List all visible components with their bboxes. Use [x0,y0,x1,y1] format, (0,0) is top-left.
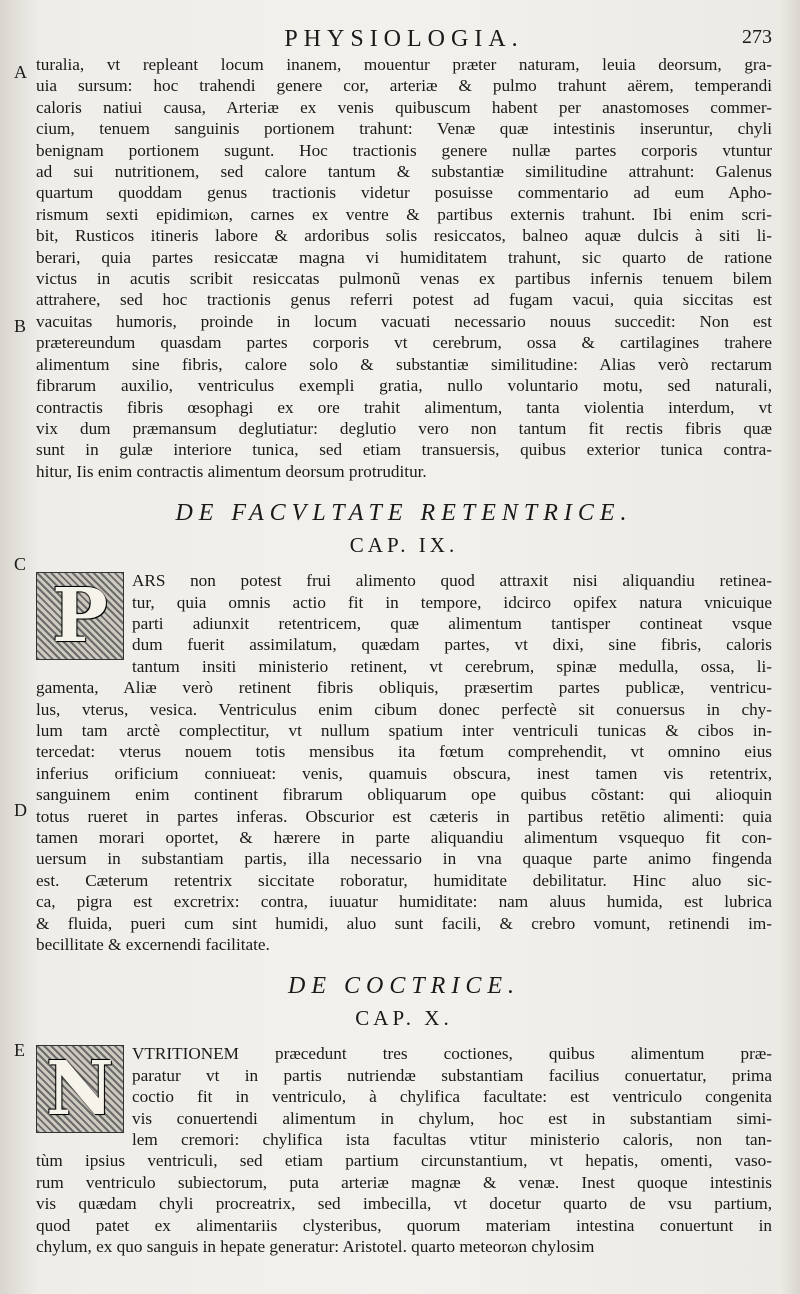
text-line: cium, tenuem sanguinis portionem trahunt: Venæ quæ intestinis inseruntur, chyli [36,119,772,139]
text-line: parti adiunxit retentricem, quæ alimentum tantisper contineat vsque [132,613,772,633]
chapter-heading-x: CAP. X. [355,1006,453,1031]
text-line: sunt in gulæ interiore tunica, sed etiam transuersis, quibus exterior tunica contra- [36,440,772,460]
margin-letter-c: C [14,554,27,574]
section-title-retentrice: DE FACVLTATE RETENTRICE. [175,500,633,527]
text-line: gamenta, Aliæ verò retinent fibris obliquis, præsertim partes publicæ, ventricu- [36,678,772,698]
text-line: tamen morari oportet, & hærere in parte aliquandiu alimentum vsquequo fit con- [36,828,772,847]
text-line: ca, pigra est excretrix: contra, iuuatur humiditate: nam aluus humida, est lubrica [36,892,772,912]
page-header [36,20,772,54]
text-line: uersum in substantiam partis, illa necessario in vna quaque parte animo fingenda [36,849,772,869]
text-line: totus rueret in partes inferas. Obscurior est cæteris in partibus retētio alimenti: quia [36,806,772,826]
text-line: inferius orificium conniueat: venis, quamuis obscura, inest tamen vis retentrix, [36,763,772,783]
text-line: vis conuertendi alimentum in chylum, hoc est in substantiam simi- [132,1108,772,1128]
text-line: lem cremori: chylifica ista facultas vtitur ministerio caloris, non tan- [132,1130,772,1150]
text-line: tercedat: vterus nouem totis mensibus ita fœtum comprehendit, vt omnino eius [36,742,772,762]
page-number: 273 [742,26,772,48]
text-line: attrahere, sed hoc tractionis genus referri potest ad fugam vacui, quia siccitas est [36,290,772,310]
text-line: uia sursum: hoc trahendi genere cor, arteriæ & pulmo trahunt aërem, temperandi [36,76,772,96]
text-line: coctio fit in ventriculo, à chylifica facultate: est ventriculo congenita [132,1087,772,1107]
text-line: VTRITIONEM præcedunt tres coctiones, quibus alimentum præ- [132,1044,772,1064]
text-line: victus in acutis scribit resiccatas pulmonũ venas ex partibus infernis tenuem bilem [36,269,772,289]
text-line: berari, quia partes resiccatæ magna vi humiditatem trahunt, sic quarto de ratione [36,247,772,267]
chapter-heading-ix: CAP. IX. [349,533,459,558]
margin-letter-d: D [14,800,27,820]
text-line: lum tam arctè complectitur, vt nullum spatium inter ventriculi tunicas & cibos in- [36,720,772,740]
text-line: tur, quia omnis actio fit in tempore, idcirco opifex natura vnicuique [132,592,772,612]
text-line: sanguinem enim continent fibrarum obliquarum ope quibus cõstant: qui alioquin [36,785,772,805]
running-head: PHYSIOLOGIA. [284,26,524,52]
text-line: becillitate & excernendi facilitate. [36,935,270,955]
section-title-coctrice: DE COCTRICE. [287,973,520,1000]
text-line: benignam portionem sugunt. Hoc tractionis genere nullæ partes corporis vtuntur [36,140,772,160]
text-line: vis quædam chyli procreatrix, sed imbecilla, vt docetur quarto de vsu partium, [36,1194,772,1214]
text-line: ARS non potest frui alimento quod attraxit nisi aliquandiu retinea- [132,571,772,591]
decorated-initial-n: N [36,1045,124,1133]
margin-letter-b: B [14,316,27,336]
text-line: turalia, vt repleant locum inanem, mouentur præter naturam, leuia deorsum, gra- [36,55,772,74]
text-line: & fluida, pueri cum sint humidi, aluo sunt facili, & crebro vomunt, retinendi im- [36,913,772,933]
text-line: rum ventriculo subiectorum, puta arteriæ magnæ & venæ. Inest quoque intestinis [36,1172,772,1192]
paragraph-retentrix [36,570,772,955]
text-line: rismum sexti epidimiωn, carnes ex ventre & partibus externis trahunt. Ibi enim scri- [36,204,772,224]
chapter-ix-text [36,570,772,955]
text-line: ad sui nutritionem, sed calore tantum & substantiæ similitudine attrahunt: Galenus [36,162,772,182]
text-line: est. Cæterum retentrix siccitate roboratur, humiditate debilitatur. Hinc aluo sic- [36,870,772,890]
chapter-x-text [36,1043,772,1257]
text-line: dum fuerit assimilatum, quædam partes, vt dixi, sine fibris, caloris [132,635,772,655]
text-line: bit, Rusticos itineris labore & ardoribus solis resiccatos, balneo aquæ dulcis à siti li- [36,226,772,246]
text-line: prætereundum quasdam partes corporis vt cerebrum, ossa & cartilagines trahere [36,333,772,353]
text-line: quod patet ex alimentariis clysteribus, quorum materiam intestina conuertunt in [36,1215,772,1235]
decorated-initial-p: P [36,572,124,660]
margin-letter-e: E [14,1040,25,1060]
text-line: lus, vterus, vesica. Ventriculus enim cibum donec perfectè sit conuersus in chy- [36,699,772,719]
text-line: tùm ipsius ventriculi, sed etiam partium circunstantium, vt hepatis, omenti, vaso- [36,1151,772,1171]
margin-letter-a: A [14,62,27,82]
text-line: hitur, Iis enim contractis alimentum deorsum protruditur. [36,461,427,481]
text-line: fibrarum auxilio, ventriculus exempli gratia, nullo voluntario motu, sed naturali, [36,376,772,396]
text-line: chylum, ex quo sanguis in hepate generatur: Aristotel. quarto meteorωn chylosim [36,1237,595,1257]
text-line: paratur vt in partis nutriendæ substantiam facilius conuertatur, prima [132,1065,772,1085]
page-body [14,54,772,1258]
paragraph-tractio [36,54,772,482]
text-line: vacuitas humoris, proinde in locum vacuati necessario nouus succedit: Non est [36,311,772,331]
text-line: quartum quoddam genus tractionis videtur posuisse commentario ad eum Apho- [36,183,772,203]
text-line: vix dum præmansum deglutiatur: deglutio vero non tantum fit rectis fibris quæ [36,418,772,438]
text-line: caloris natiui causa, Arteriæ ex venis quibuscum habent per anastomoses commer- [36,97,772,117]
paragraph-coctio [36,1043,772,1257]
text-line: contractis fibris œsophagi ex ore trahit alimentum, tanta violentia interdum, vt [36,397,772,417]
text-line: alimentum sine fibris, calore solo & substantiæ similitudine: Alias verò rectarum [36,354,772,374]
text-line: tantum insiti ministerio retinent, vt cerebrum, spinæ medulla, ossa, li- [132,656,772,676]
